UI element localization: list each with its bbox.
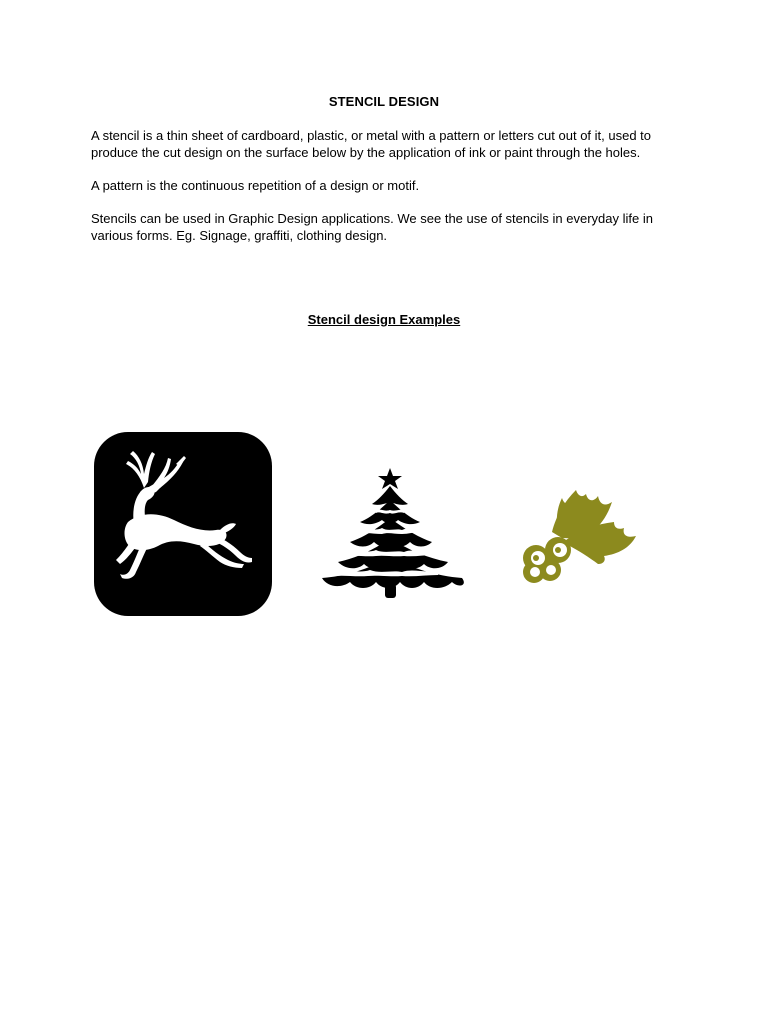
christmas-tree-stencil-image xyxy=(314,464,474,610)
christmas-tree-stencil-icon xyxy=(314,464,474,610)
stencil-usage-paragraph: Stencils can be used in Graphic Design applications. We see the use of stencils in everyday life in various forms. Eg. Signage, graffiti, clothing design. xyxy=(91,211,653,243)
holly-stencil-image xyxy=(518,472,642,584)
pattern-definition-paragraph: A pattern is the continuous repetition of a design or motif. xyxy=(91,178,420,193)
examples-heading: Stencil design Examples xyxy=(307,312,461,327)
reindeer-stencil-image xyxy=(94,428,272,616)
reindeer-stencil-icon xyxy=(94,428,272,616)
stencil-definition-paragraph: A stencil is a thin sheet of cardboard, plastic, or metal with a pattern or letters cut out of it, used to produce the cut design on the surface below by the application of ink or paint through the holes. xyxy=(91,128,652,160)
page-title: STENCIL DESIGN xyxy=(328,94,440,109)
holly-stencil-icon xyxy=(518,472,642,584)
